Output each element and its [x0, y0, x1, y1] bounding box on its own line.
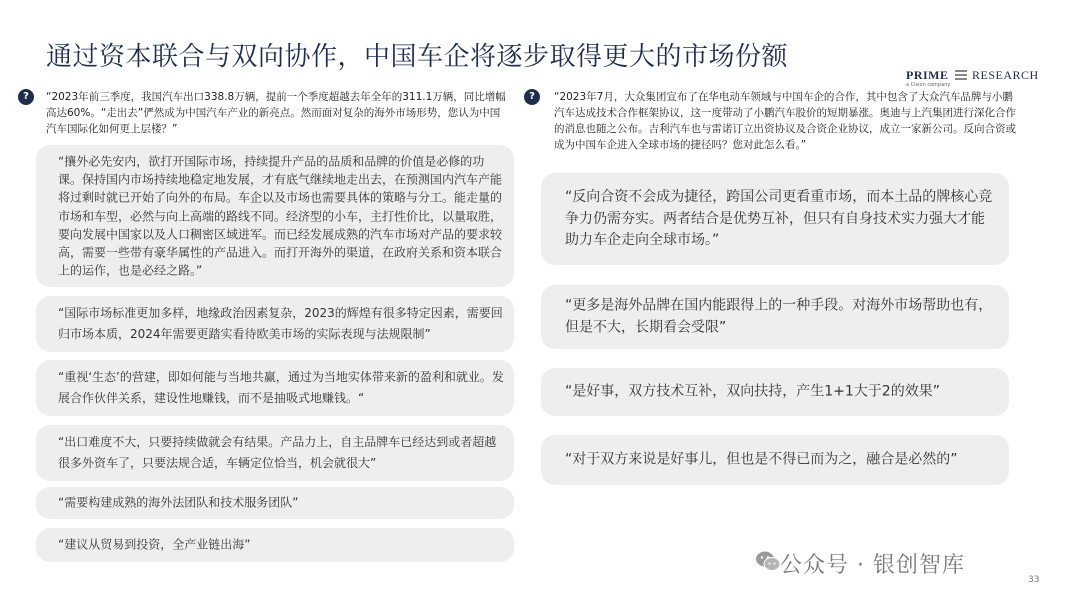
right-question: “2023年7月，大众集团宣布了在华电动车领域与中国车企的合作，其中包含了大众汽车品牌与小鹏汽车达成技术合作框架协议，这一度带动了小鹏汽车股价的短期暴涨。奥迪与上汽集团进行深化合作的消息也随之公布。吉利汽车也与雷诺订立出资协议及合资企业协议，成立一家新公司。反向合资或成为中国车企进入全球市场的捷径吗？您对此怎么看。”: [554, 91, 1016, 151]
page-number: 33: [1028, 575, 1040, 585]
logo-research-text: RESEARCH: [972, 68, 1039, 82]
answer-text: “出口难度不大，只要持续做就会有结果。产品力上，自主品牌车已经达到或者超越很多外资车了，只要法规合适，车辆定位恰当，机会就很大”: [58, 435, 497, 470]
answer-text: “对于双方来说是好事儿，但也是不得已而为之，融合是必然的”: [565, 451, 958, 468]
logo-mark-icon: [955, 70, 967, 80]
answer-text: “更多是海外品牌在国内能跟得上的一种手段。对海外市场帮助也有，但是不大，长期看会受限”: [565, 297, 993, 335]
left-answer-6: [36, 528, 514, 562]
right-answer-3: [541, 368, 1009, 416]
answer-text: “重视‘生态’的营建，即如何能与当地共赢，通过为当地实体带来新的盈利和就业。发展合作伙伴关系，建设性地赚钱，而不是抽吸式地赚钱。“: [58, 370, 504, 405]
page-title: 通过资本联合与双向协作，中国车企将逐步取得更大的市场份额: [46, 42, 789, 72]
wechat-icon: [755, 550, 781, 572]
left-answer-5: [36, 487, 514, 519]
question-mark-icon: ?: [524, 89, 540, 105]
answer-text: “攘外必先安内，欲打开国际市场，持续提升产品的品质和品牌的价值是必修的功课。保持国内市场持续地稳定地发展，才有底气继续地走出去，在预测国内汽车产能将过剩时就已开始了向外的布局。车企以及市场也需要具体的策略与分工。能走量的市场和车型，必然与向上高端的路线不同。经济型的小车，主打性价比，以量取胜，要向发展中国家以及人口稠密区域进军。而已经发展成熟的汽车市场对产品的要求较高，需要一些带有豪华属性的产品进入。而打开海外的渠道，在政府关系和资本联合上的运作，也是必经之路。”: [58, 154, 503, 278]
left-answer-4: [36, 425, 514, 481]
right-answer-4: [541, 435, 1009, 485]
answer-text: “国际市场标准更加多样，地缘政治因素复杂，2023的辉煌有很多特定因素，需要回归市场本质，2024年需要更踏实看待欧美市场的实际表现与法规限制”: [58, 306, 503, 341]
left-answer-2: [36, 296, 514, 352]
watermark-text: 公众号 · 银创智库: [780, 553, 965, 578]
left-answer-3: [36, 360, 514, 416]
answer-text: “建议从贸易到投资，全产业链出海”: [58, 537, 251, 552]
answer-text: “反向合资不会成为捷径，跨国公司更看重市场，而本土品的牌核心竞争力仍需夯实。两者结合是优势互补，但只有自身技术实力强大才能助力车企走向全球市场。”: [565, 188, 993, 248]
left-answer-1: [36, 145, 514, 287]
answer-text: “需要构建成熟的海外法团队和技术服务团队”: [58, 495, 299, 510]
logo-subtitle: a Cision company: [906, 82, 951, 88]
answer-text: “是好事，双方技术互补，双向扶持，产生1+1大于2的效果”: [565, 383, 940, 400]
left-question: “2023年前三季度，我国汽车出口338.8万辆，提前一个季度超越去年全年的311.1万辆，同比增幅高达60%。“走出去”俨然成为中国汽车产业的新亮点。然而面对复杂的海外市场形势，您认为中国汽车国际化如何更上层楼？”: [46, 91, 506, 135]
right-answer-1: [541, 173, 1009, 265]
question-mark-icon: ?: [18, 89, 34, 105]
right-answer-2: [541, 285, 1009, 349]
logo-prime-text: PRIME: [906, 68, 949, 82]
